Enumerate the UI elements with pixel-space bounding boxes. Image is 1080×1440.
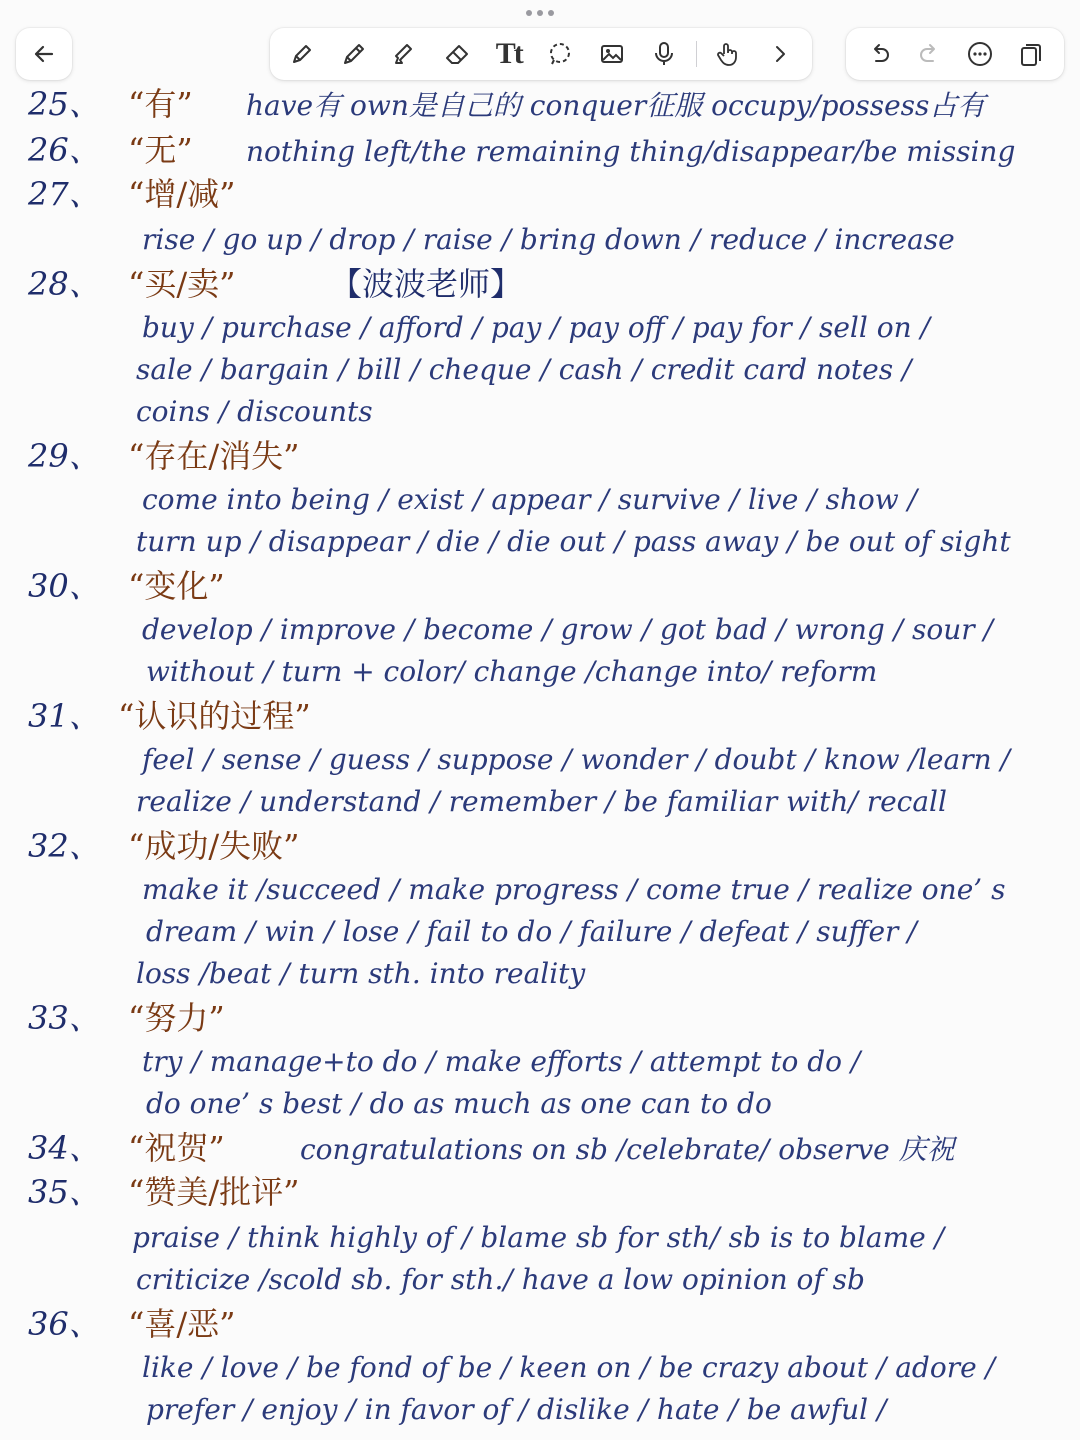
more-options-button[interactable]	[960, 34, 1000, 74]
pen-icon	[288, 40, 316, 68]
undo-button[interactable]	[859, 34, 899, 74]
entry-title: “喜/恶”	[128, 1305, 236, 1343]
entry-number: 31、	[28, 697, 101, 735]
entry-line: like / love / be fond of be / keen on / be crazy about / adore /	[142, 1351, 995, 1384]
entry-line: feel / sense / guess / suppose / wonder / doubt / know /learn /	[142, 743, 1010, 776]
arrow-left-icon	[30, 40, 58, 68]
entry-line: criticize /scold sb. for sth./ have a low opinion of sb	[136, 1263, 865, 1296]
microphone-tool-button[interactable]	[644, 34, 684, 74]
back-toolbar	[16, 28, 72, 80]
entry-line: try / manage+to do / make efforts / attempt to do /	[142, 1045, 861, 1078]
entry-line: turn up / disappear / die / die out / pass away / be out of sight	[136, 525, 1011, 558]
entry-line: praise / think highly of / blame sb for sth/ sb is to blame /	[132, 1221, 945, 1254]
highlighter-tool-button[interactable]	[385, 34, 425, 74]
more-tools-button[interactable]	[760, 34, 800, 74]
pages-button[interactable]	[1011, 34, 1051, 74]
microphone-icon	[650, 40, 678, 68]
entry-line: sale / bargain / bill / cheque / cash / credit card notes /	[136, 353, 912, 386]
entry-number: 33、	[28, 999, 101, 1037]
pages-icon	[1017, 40, 1045, 68]
entry-number: 34、	[28, 1129, 101, 1167]
eraser-icon	[443, 40, 471, 68]
toolbar-divider	[696, 41, 697, 67]
hand-tool-button[interactable]	[708, 34, 748, 74]
text-tool-icon: Tt	[495, 37, 522, 70]
entry-title: “存在/消失”	[128, 437, 300, 475]
pen-tool-button[interactable]	[282, 34, 322, 74]
entry-line: rise / go up / drop / raise / bring down / reduce / increase	[142, 223, 955, 256]
chevron-right-icon	[766, 40, 794, 68]
window-handle[interactable]	[524, 10, 556, 18]
entry-line: loss /beat / turn sth. into reality	[136, 957, 586, 990]
entry-line: come into being / exist / appear / survive / live / show /	[142, 483, 918, 516]
entry-title: “祝贺”	[128, 1129, 225, 1167]
pencil-icon	[340, 40, 368, 68]
entry-number: 25、	[28, 85, 101, 123]
hand-pointer-icon	[714, 40, 742, 68]
entry-note: 【波波老师】	[330, 265, 523, 303]
entry-number: 27、	[28, 175, 101, 213]
entry-line: coins / discounts	[136, 395, 373, 428]
tool-palette	[270, 28, 812, 80]
undo-icon	[865, 40, 893, 68]
eraser-tool-button[interactable]	[437, 34, 477, 74]
entry-line: prefer / enjoy / in favor of / dislike / hate / be awful /	[146, 1393, 887, 1426]
entry-title: “认识的过程”	[118, 697, 311, 735]
entry-line: without / turn + color/ change /change into/ reform	[146, 655, 878, 688]
entry-line: congratulations on sb /celebrate/ observe 庆祝	[300, 1133, 955, 1166]
entry-line: buy / purchase / afford / pay / pay off / pay for / sell on /	[142, 311, 930, 344]
image-tool-button[interactable]	[592, 34, 632, 74]
entry-title: “努力”	[128, 999, 225, 1037]
entry-number: 36、	[28, 1305, 101, 1343]
image-icon	[598, 40, 626, 68]
entry-line: realize / understand / remember / be familiar with/ recall	[136, 785, 947, 818]
entry-title: “买/卖”	[128, 265, 236, 303]
handle-dot	[548, 10, 554, 16]
entry-title: “赞美/批评”	[128, 1173, 300, 1211]
entry-title: “变化”	[128, 567, 225, 605]
pencil-tool-button[interactable]	[334, 34, 374, 74]
more-icon	[966, 40, 994, 68]
entry-line: do one’ s best / do as much as one can to do	[146, 1087, 772, 1120]
entry-title: “增/减”	[128, 175, 236, 213]
lasso-icon	[546, 40, 574, 68]
entry-number: 35、	[28, 1173, 101, 1211]
entry-number: 29、	[28, 437, 101, 475]
entry-number: 26、	[28, 131, 101, 169]
lasso-tool-button[interactable]	[540, 34, 580, 74]
redo-icon	[916, 40, 944, 68]
entry-title: “成功/失败”	[128, 827, 300, 865]
entry-line: have有 own是自己的 conquer征服 occupy/possess占有	[246, 89, 986, 122]
back-button[interactable]	[24, 34, 64, 74]
entry-line: dream / win / lose / fail to do / failure / defeat / suffer /	[146, 915, 917, 948]
text-tool-button[interactable]	[489, 34, 529, 74]
handle-dot	[526, 10, 532, 16]
entry-title: “有”	[128, 85, 193, 123]
entry-number: 28、	[28, 265, 101, 303]
edit-toolbar	[846, 28, 1064, 80]
redo-button[interactable]	[910, 34, 950, 74]
note-page[interactable]	[0, 80, 1080, 1440]
entry-line: nothing left/the remaining thing/disappear/be missing	[246, 135, 1016, 168]
entry-title: “无”	[128, 131, 193, 169]
entry-line: make it /succeed / make progress / come true / realize one’ s	[142, 873, 1006, 906]
handle-dot	[537, 10, 543, 16]
highlighter-icon	[391, 40, 419, 68]
entry-number: 32、	[28, 827, 101, 865]
entry-number: 30、	[28, 567, 101, 605]
entry-line: develop / improve / become / grow / got bad / wrong / sour /	[142, 613, 993, 646]
